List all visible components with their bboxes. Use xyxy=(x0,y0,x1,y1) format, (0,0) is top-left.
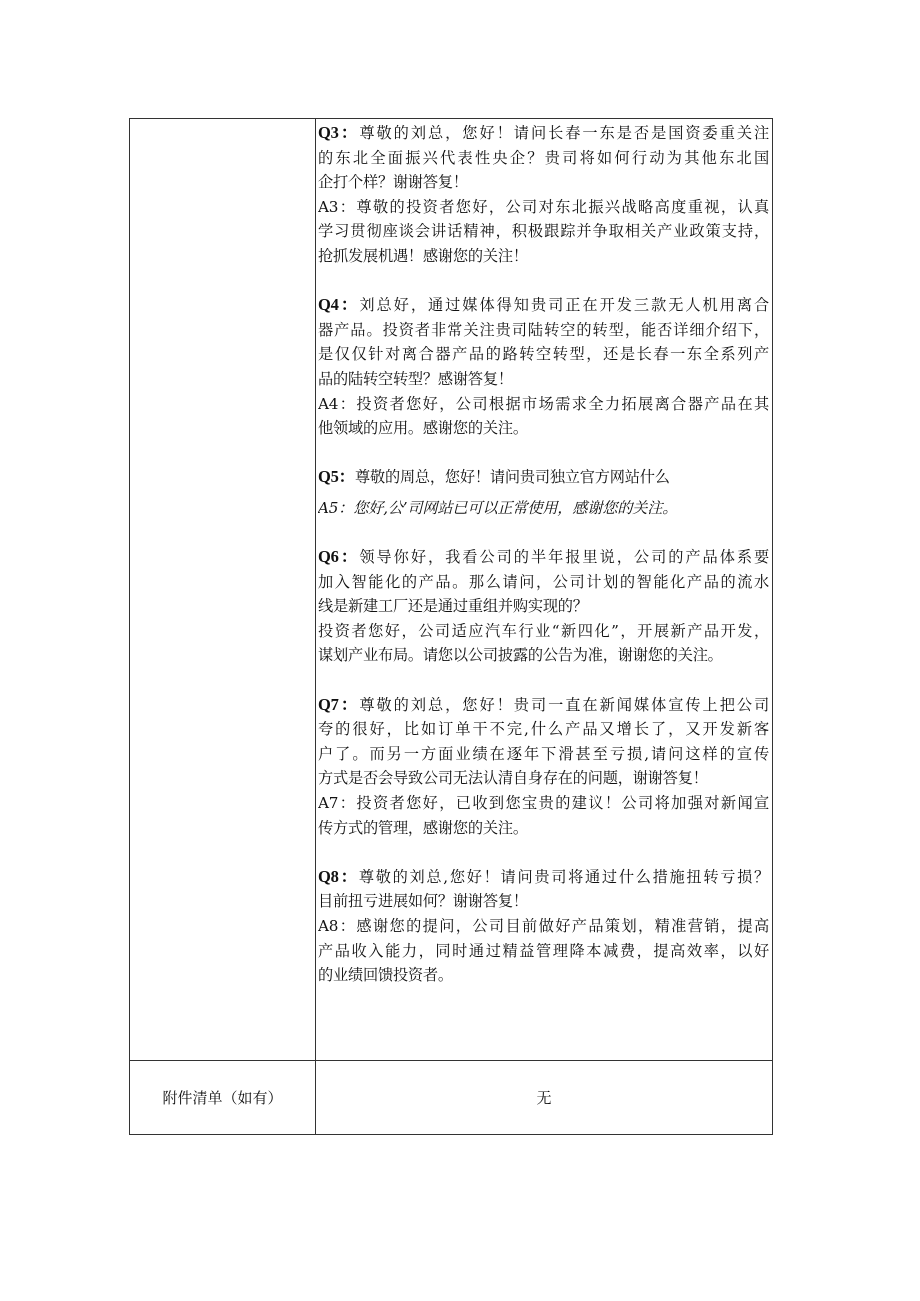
question-tag: Q6： xyxy=(318,547,360,567)
question-line: 方式是否会导致公司无法认清自身存在的问题，谢谢答复！ xyxy=(318,769,708,788)
answer-line: 学习贯彻座谈会讲话精神，积极跟踪并争取相关产业政策支持， xyxy=(318,222,769,241)
qa-item-q8 xyxy=(318,865,769,988)
question-tag: Q7： xyxy=(318,694,360,714)
question-line: 品的陆转空转型？感谢答复！ xyxy=(318,369,513,388)
answer-line: 他领域的应用。感谢您的关注。 xyxy=(318,419,528,438)
question-line: 器产品。投资者非常关注贵司陆转空的转型，能否详细介绍下， xyxy=(318,320,769,339)
qa-content-cell xyxy=(316,119,773,1061)
answer-line: 传方式的管理，感谢您的关注。 xyxy=(318,818,528,837)
answer-line: A7：投资者您好，已收到您宝贵的建议！公司将加强对新闻宣 xyxy=(318,794,769,813)
question-line: 的东北全面振兴代表性央企？贵司将如何行动为其他东北国 xyxy=(318,148,769,167)
answer-line: 产品收入能力，同时通过精益管理降本减费，提高效率，以好 xyxy=(318,941,769,960)
question-tag: Q4： xyxy=(318,295,360,315)
answer-line: A8：感谢您的提问，公司目前做好产品策划，精准营销，提高 xyxy=(318,917,769,935)
qa-item-q5 xyxy=(318,465,769,520)
qa-item-q3 xyxy=(318,121,769,269)
answer-line: 谋划产业布局。请您以公司披露的公告为准，谢谢您的关注。 xyxy=(318,646,723,665)
question-line: Q8：尊敬的刘总,您好！请问贵司将通过什么措施扭转亏损？ xyxy=(318,866,769,886)
question-line: 夸的很好，比如订单干不完,什么产品又增长了，又开发新客 xyxy=(318,720,769,739)
answer-line: 投资者您好，公司适应汽车行业“新四化”，开展新产品开发， xyxy=(318,621,769,640)
question-line: Q4：刘总好，通过媒体得知贵司正在开发三款无人机用离合 xyxy=(318,295,769,315)
qa-row xyxy=(130,119,773,1061)
question-line: Q7：尊敬的刘总，您好！贵司一直在新闻媒体宣传上把公司 xyxy=(318,694,769,714)
attachment-value: 无 xyxy=(316,1061,773,1135)
attachment-row xyxy=(130,1061,773,1135)
question-line: 企打个样？谢谢答复！ xyxy=(318,173,468,192)
answer-line: A3：尊敬的投资者您好，公司对东北振兴战略高度重视，认真 xyxy=(318,197,769,216)
question-tag: Q8： xyxy=(318,866,359,886)
record-table xyxy=(129,118,773,1135)
question-line: 户了。而另一方面业绩在逐年下滑甚至亏损,请问这样的宣传 xyxy=(318,744,769,763)
question-tag: Q3： xyxy=(318,123,360,142)
qa-item-q4 xyxy=(318,293,769,441)
question-line: 是仅仅针对离合器产品的路转空转型，还是长春一东全系列产 xyxy=(318,345,769,364)
qa-label-cell xyxy=(130,119,316,1061)
question-line: Q5：尊敬的周总，您好！请问贵司独立官方网站什么 xyxy=(318,467,670,487)
attachment-label: 附件清单（如有） xyxy=(130,1061,316,1135)
qa-item-q7 xyxy=(318,693,769,841)
answer-line: A5：您好,公’司网站已可以正常使用，感谢您的关注。 xyxy=(318,498,678,517)
question-line: 加入智能化的产品。那么请问，公司计划的智能化产品的流水 xyxy=(318,572,769,591)
question-line: Q3：尊敬的刘总，您好！请问长春一东是否是国资委重关注 xyxy=(318,123,769,142)
question-tag: Q5： xyxy=(318,467,355,487)
answer-line: A4：投资者您好，公司根据市场需求全力拓展离合器产品在其 xyxy=(318,394,769,413)
question-line: 线是新建工厂还是通过重组并购实现的？ xyxy=(318,597,588,616)
answer-line: 的业绩回馈投资者。 xyxy=(318,966,453,985)
question-line: Q6：领导你好，我看公司的半年报里说，公司的产品体系要 xyxy=(318,547,769,567)
question-line: 目前扭亏进展如何？谢谢答复！ xyxy=(318,892,528,911)
qa-item-q6 xyxy=(318,545,769,668)
answer-line: 抢抓发展机遇！感谢您的关注！ xyxy=(318,246,528,265)
